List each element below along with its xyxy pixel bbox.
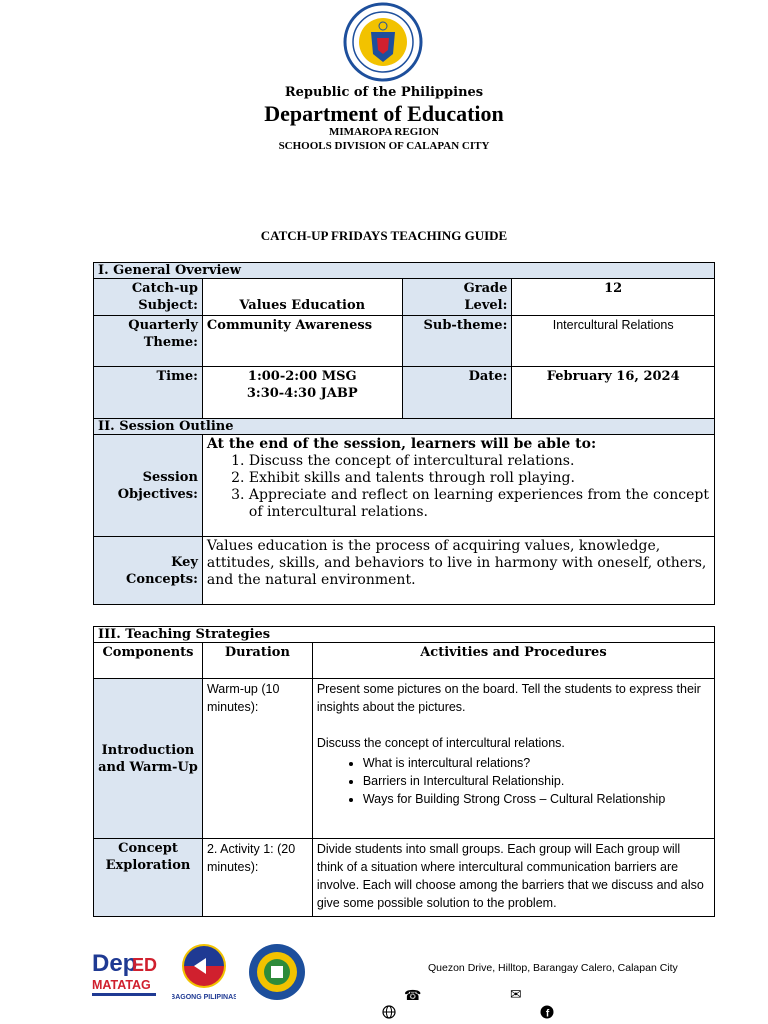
time-value (202, 367, 402, 419)
objectives-intro: At the end of the session, learners will be able to: (206, 436, 597, 452)
section-session-outline: II. Session Outline (94, 419, 715, 435)
overview-table (93, 262, 715, 605)
subject-label (94, 279, 203, 316)
theme-label-line2: Theme: (143, 335, 198, 350)
grade-value: 12 (512, 279, 715, 316)
division-name: SCHOOLS DIVISION OF CALAPAN CITY (278, 140, 490, 152)
svg-text:f: f (545, 1008, 550, 1019)
facebook-icon (540, 1004, 554, 1018)
date-label: Date: (402, 367, 512, 419)
grade-label-line1: Grade (463, 281, 508, 296)
phone-icon: ☎ (404, 988, 422, 1004)
date-value: February 16, 2024 (512, 367, 715, 419)
theme-value: Community Awareness (202, 316, 402, 367)
time-label: Time: (94, 367, 203, 419)
deped-seal (343, 2, 423, 82)
division-seal-logo (247, 942, 307, 1002)
duration-activity1: 2. Activity 1: (20 minutes): (202, 839, 312, 917)
globe-icon (382, 1004, 396, 1018)
concepts-label-line1: Key (171, 554, 198, 570)
paragraph-gap (317, 716, 710, 734)
svg-text:BAGONG PILIPINAS: BAGONG PILIPINAS (172, 994, 236, 1001)
time-value-line1: 1:00-2:00 MSG (247, 369, 357, 384)
activity-concept-exploration: Divide students into small groups. Each group will Each group will think of a situation where intercultural communication barriers are involve. Each will choose among the barriers that we discuss and also give some possible solution to the problem. (312, 839, 714, 917)
document-title: CATCH-UP FRIDAYS TEACHING GUIDE (260, 228, 508, 243)
component-introduction: Introduction and Warm-Up (94, 679, 203, 839)
region-name: MIMAROPA REGION (328, 126, 440, 138)
activity-introduction (312, 679, 714, 839)
subject-label-line2: Subject: (138, 298, 198, 313)
subject-value-text: Values Education (239, 298, 366, 313)
strategies-table (93, 626, 715, 917)
objective-item: 2. Exhibit skills and talents through roll playing. (249, 470, 710, 487)
bullet-item: • What is intercultural relations? (363, 754, 710, 772)
concepts-label (94, 537, 203, 605)
republic-line: Republic of the Philippines (284, 85, 484, 100)
grade-label-line2: Level: (464, 298, 508, 313)
theme-label (94, 316, 203, 367)
objective-item: 3. Appreciate and reflect on learning experiences from the concept of intercultural relations. (249, 487, 710, 521)
concepts-content: Values education is the process of acquiring values, knowledge, attitudes, skills, and behaviors to live in harmony with oneself, others, and the natural environment. (202, 537, 714, 605)
objective-item: 1. Discuss the concept of intercultural relations. (249, 453, 710, 470)
theme-label-line1: Quarterly (128, 318, 198, 333)
svg-text:ED: ED (132, 955, 158, 975)
section-general-overview: I. General Overview (94, 263, 715, 279)
subtheme-label: Sub-theme: (402, 316, 512, 367)
mail-icon: ✉ (510, 987, 522, 1003)
footer-address: Quezon Drive, Hilltop, Barangay Calero, Calapan City (428, 962, 678, 974)
objectives-label (94, 435, 203, 537)
grade-label (402, 279, 512, 316)
svg-text:MATATAG: MATATAG (92, 978, 151, 992)
col-header-activities: Activities and Procedures (312, 643, 714, 679)
col-header-duration: Duration (202, 643, 312, 679)
department-name: Department of Education (264, 101, 504, 126)
svg-text:Dep: Dep (92, 950, 138, 977)
objectives-label-line2: Objectives: (117, 486, 198, 502)
duration-warmup: Warm-up (10 minutes): (202, 679, 312, 839)
time-value-line2: 3:30-4:30 JABP (246, 386, 358, 401)
activity-paragraph: Present some pictures on the board. Tell the students to express their insights about the pictures. (316, 682, 701, 714)
subject-label-line1: Catch-up (131, 281, 198, 296)
activity-paragraph: Discuss the concept of intercultural relations. (316, 736, 565, 750)
col-header-components: Components (94, 643, 203, 679)
objectives-list (207, 453, 710, 521)
objectives-label-line1: Session (142, 469, 198, 485)
objectives-content (202, 435, 714, 537)
activity-bullets (317, 754, 710, 808)
bagong-pilipinas-logo (172, 940, 236, 1002)
section-teaching-strategies: III. Teaching Strategies (94, 627, 715, 643)
bullet-item: • Ways for Building Strong Cross – Cultural Relationship (363, 790, 710, 808)
subject-value (202, 279, 402, 316)
subtheme-value: Intercultural Relations (512, 316, 715, 367)
concepts-label-line2: Concepts: (126, 571, 198, 587)
bullet-item: • Barriers in Intercultural Relationship. (363, 772, 710, 790)
component-concept-exploration: Concept Exploration (94, 839, 203, 917)
deped-logo (90, 943, 160, 1001)
